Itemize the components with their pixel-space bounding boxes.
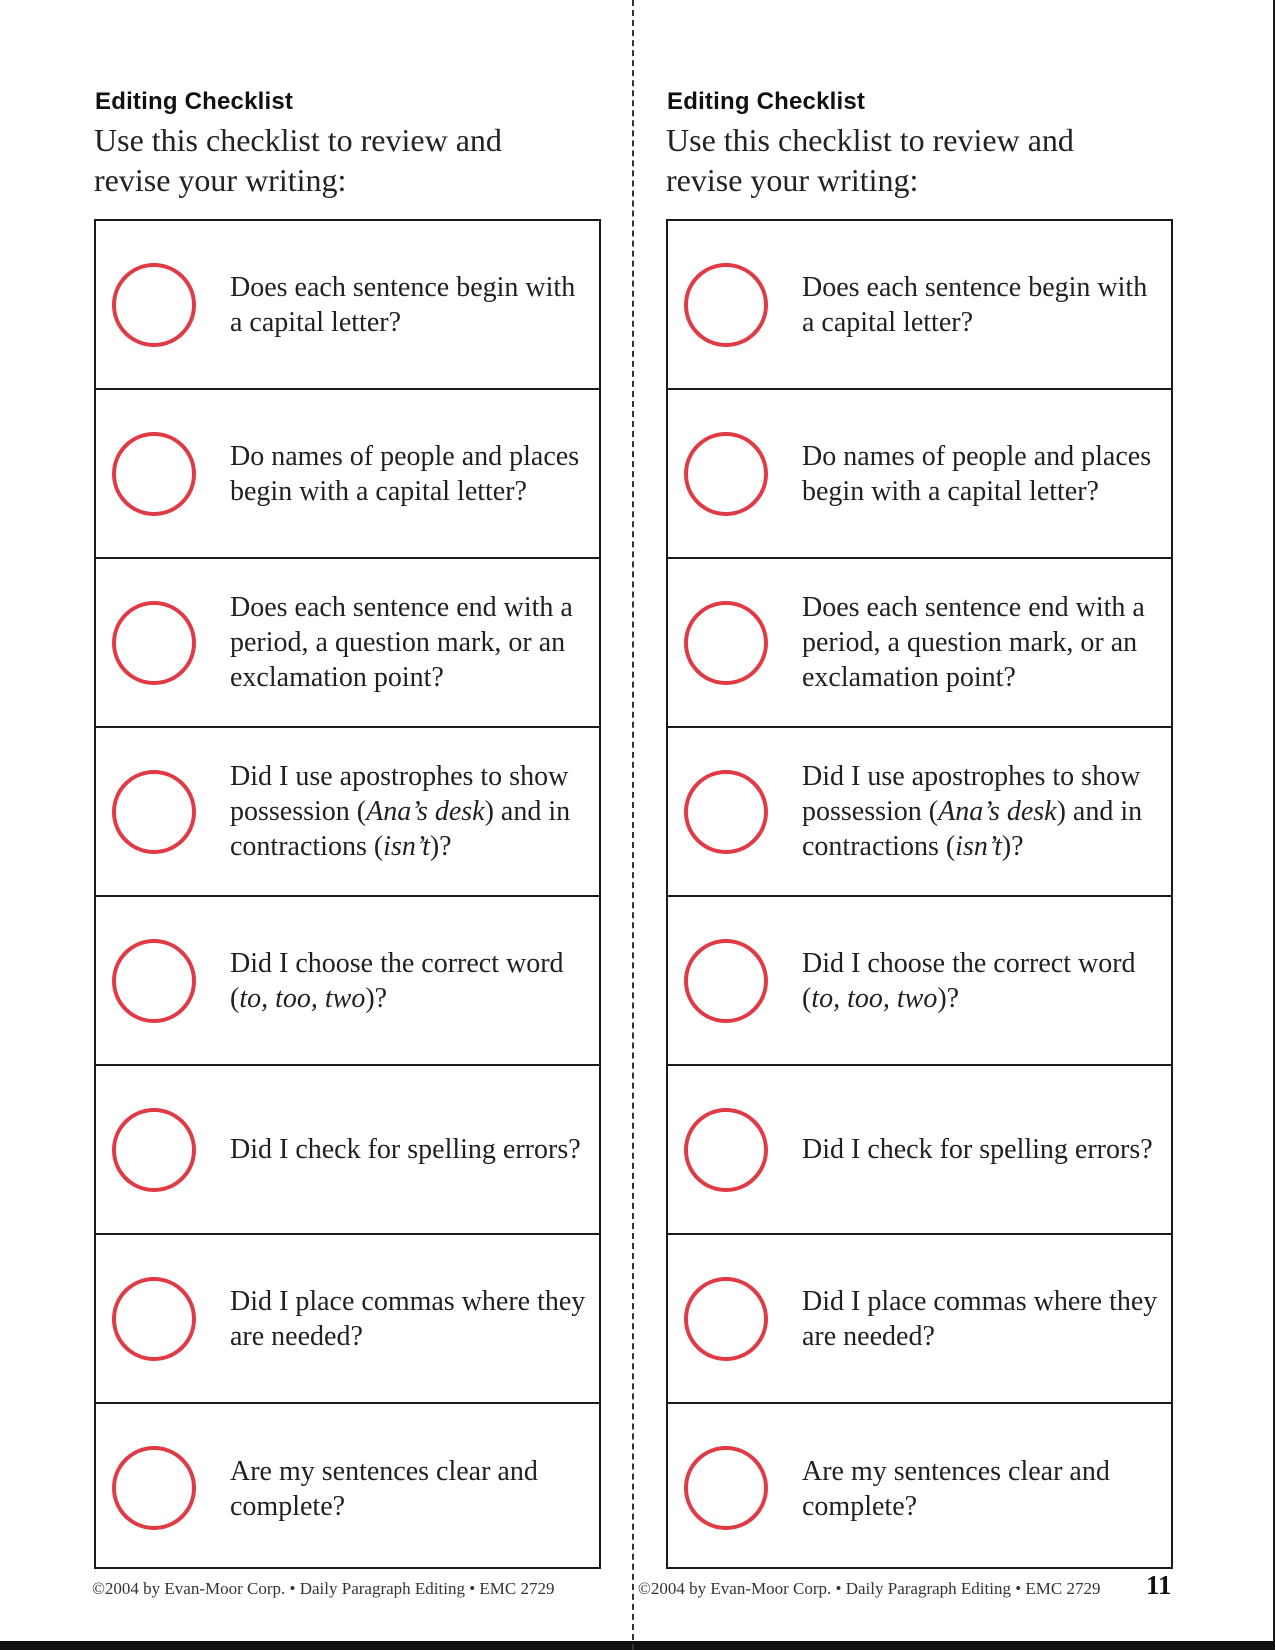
checklist-item <box>668 1066 1171 1235</box>
checklist-item-text <box>802 390 1164 557</box>
checkbox-circle[interactable] <box>684 601 768 685</box>
checklist-title: Editing Checklist <box>667 88 866 115</box>
checkbox-circle[interactable] <box>112 1446 196 1530</box>
checklist-item <box>668 221 1171 390</box>
checklist-item-text <box>802 728 1164 895</box>
item-text-segment: )? <box>1001 831 1024 862</box>
checklist-item-text <box>802 1404 1164 1573</box>
checkbox-circle[interactable] <box>112 770 196 854</box>
item-text-segment: Does each sentence end with a period, a question mark, or an exclamation point? <box>802 592 1145 693</box>
item-text-segment: Did I check for spelling errors? <box>230 1134 581 1165</box>
item-text-segment: Does each sentence end with a period, a question mark, or an exclamation point? <box>230 592 573 693</box>
checklist-item-text <box>230 897 592 1064</box>
checklist-item <box>668 559 1171 728</box>
checkbox-circle[interactable] <box>112 1108 196 1192</box>
checkbox-circle[interactable] <box>684 1108 768 1192</box>
checklist-item <box>668 728 1171 897</box>
checkbox-circle[interactable] <box>684 263 768 347</box>
checklist-panel-left <box>92 0 632 1640</box>
checklist-item <box>668 390 1171 559</box>
item-text-segment: Does each sentence begin with a capital letter? <box>230 271 576 338</box>
dashed-cut-line <box>632 0 634 1650</box>
checklist-item <box>96 897 599 1066</box>
checklist-item <box>668 897 1171 1066</box>
checkbox-circle[interactable] <box>112 939 196 1023</box>
checkbox-circle[interactable] <box>112 601 196 685</box>
checkbox-circle[interactable] <box>112 263 196 347</box>
checklist-intro: Use this checklist to review and revise your writing: <box>94 122 502 198</box>
italic-example: to, too, two <box>811 982 938 1014</box>
page-edge <box>0 1641 1275 1650</box>
checklist-item <box>96 1235 599 1404</box>
footer-credit: ©2004 by Evan-Moor Corp. • Daily Paragraph Editing • EMC 2729 <box>92 1579 555 1598</box>
checklist-item <box>668 1404 1171 1573</box>
checklist-item-text <box>230 728 592 895</box>
item-text-segment: Did I choose the correct word ( <box>230 947 564 1014</box>
item-text-segment: Does each sentence begin with a capital letter? <box>802 271 1148 338</box>
checklist-panel-right <box>638 0 1204 1640</box>
italic-example: isn’t <box>383 831 430 862</box>
item-text-segment: Are my sentences clear and complete? <box>802 1455 1110 1522</box>
checkbox-circle[interactable] <box>684 432 768 516</box>
checklist-item <box>96 728 599 897</box>
page-number: 11 <box>1146 1570 1172 1600</box>
item-text-segment: )? <box>429 831 452 862</box>
item-text-segment: Do names of people and places begin with a capital letter? <box>230 440 580 507</box>
checklist-item-text <box>802 1066 1164 1233</box>
checkbox-circle[interactable] <box>112 1277 196 1361</box>
checkbox-circle[interactable] <box>684 939 768 1023</box>
item-text-segment: )? <box>365 982 388 1014</box>
item-text-segment: Did I use apostrophes to show possession ( <box>230 761 569 827</box>
checklist-item <box>96 390 599 559</box>
checklist-item <box>668 1235 1171 1404</box>
checklist-item <box>96 221 599 390</box>
checklist-item-text <box>230 1235 592 1402</box>
item-text-segment: ) and in contractions ( <box>230 796 571 862</box>
checklist-item-text <box>802 221 1164 388</box>
italic-example: Ana’s desk <box>938 796 1057 827</box>
checklist-item-text <box>230 221 592 388</box>
checklist-item-text <box>802 897 1164 1064</box>
checklist-item-text <box>802 559 1164 726</box>
checklist-title: Editing Checklist <box>95 88 294 115</box>
footer-credit: ©2004 by Evan-Moor Corp. • Daily Paragraph Editing • EMC 2729 <box>638 1579 1101 1598</box>
item-text-segment: Did I place commas where they are needed? <box>802 1285 1158 1352</box>
checklist-item <box>96 559 599 728</box>
item-text-segment: Did I choose the correct word ( <box>802 947 1136 1014</box>
checklist-box <box>666 219 1173 1569</box>
item-text-segment: Do names of people and places begin with a capital letter? <box>802 440 1152 507</box>
italic-example: Ana’s desk <box>366 796 485 827</box>
italic-example: to, too, two <box>239 982 366 1014</box>
item-text-segment: )? <box>937 982 960 1014</box>
item-text-segment: Did I place commas where they are needed? <box>230 1285 586 1352</box>
italic-example: isn’t <box>955 831 1002 862</box>
checklist-item-text <box>230 1066 592 1233</box>
item-text-segment: ) and in contractions ( <box>802 796 1143 862</box>
checklist-intro: Use this checklist to review and revise your writing: <box>666 122 1074 198</box>
checklist-item-text <box>230 390 592 557</box>
checkbox-circle[interactable] <box>684 1277 768 1361</box>
checklist-item-text <box>230 1404 592 1573</box>
checklist-item <box>96 1066 599 1235</box>
checklist-item-text <box>230 559 592 726</box>
item-text-segment: Are my sentences clear and complete? <box>230 1455 538 1522</box>
item-text-segment: Did I use apostrophes to show possession ( <box>802 761 1141 827</box>
checkbox-circle[interactable] <box>112 432 196 516</box>
checklist-item-text <box>802 1235 1164 1402</box>
checklist-item <box>96 1404 599 1573</box>
checkbox-circle[interactable] <box>684 1446 768 1530</box>
item-text-segment: Did I check for spelling errors? <box>802 1134 1153 1165</box>
checklist-box <box>94 219 601 1569</box>
checkbox-circle[interactable] <box>684 770 768 854</box>
